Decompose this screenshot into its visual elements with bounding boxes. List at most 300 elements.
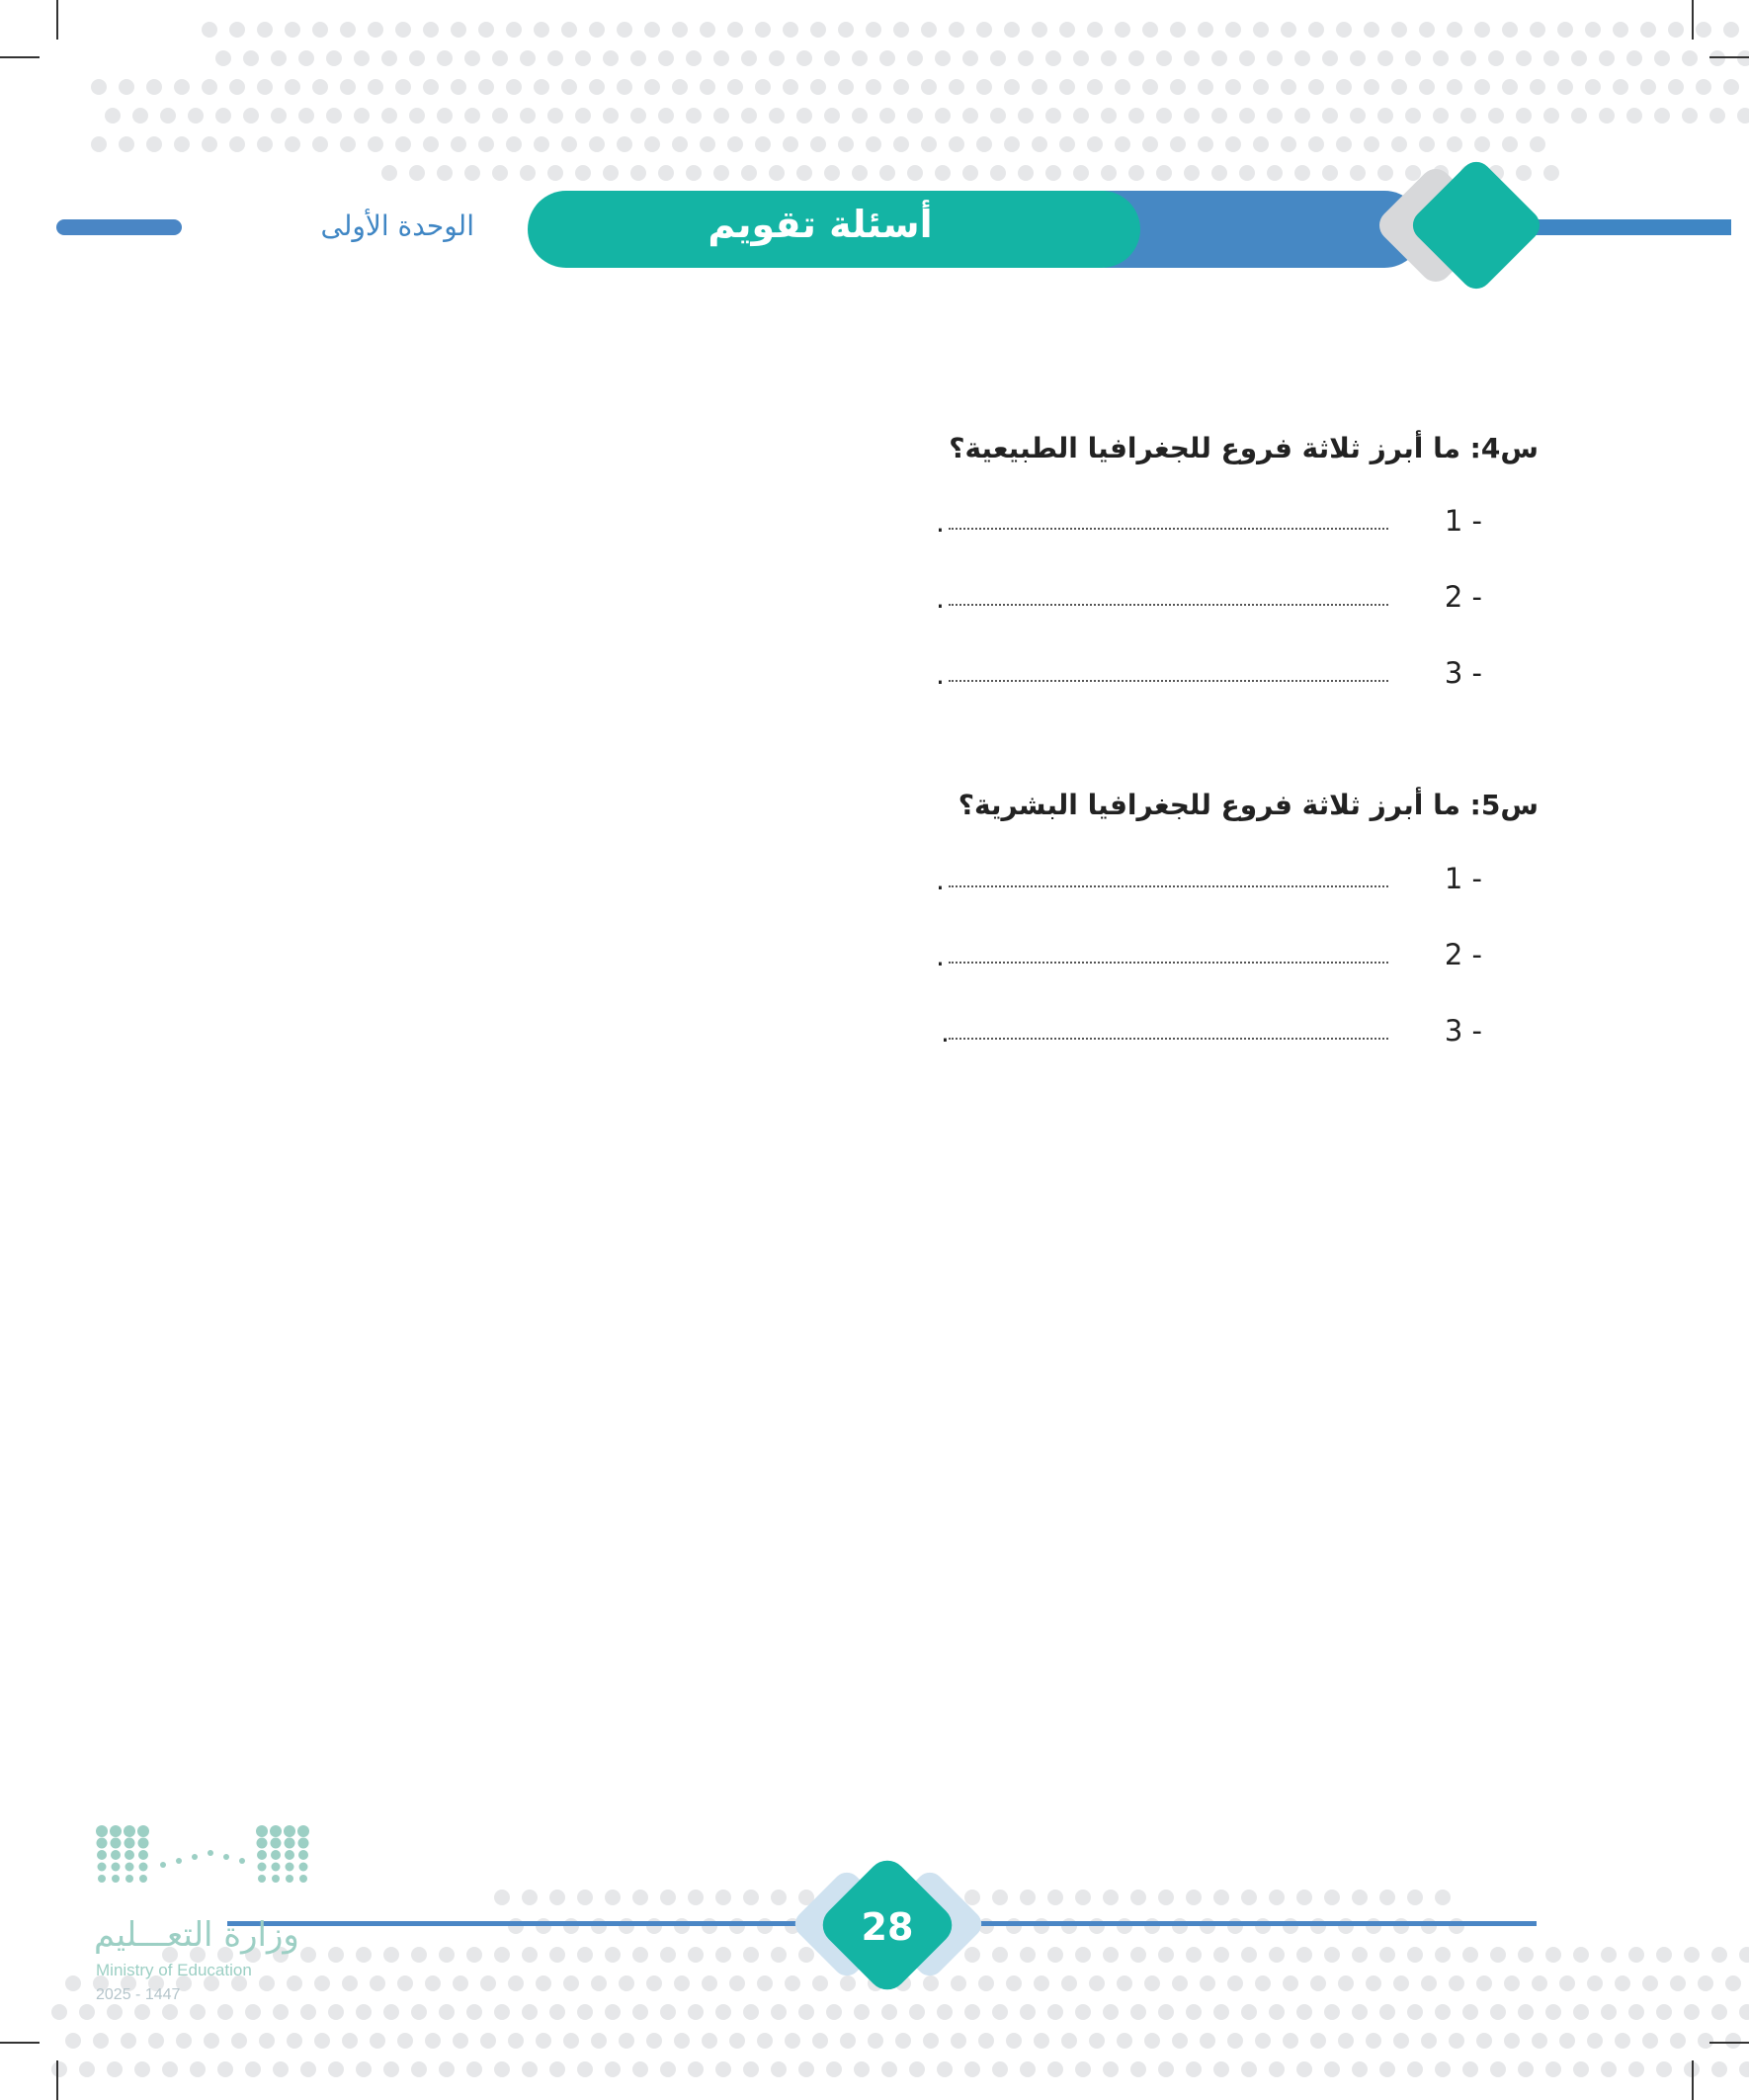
decor-dot bbox=[1004, 79, 1020, 95]
answer-line-q4-3[interactable] bbox=[929, 656, 1482, 696]
decor-dot bbox=[439, 2004, 455, 2020]
decor-dot bbox=[1020, 2061, 1036, 2077]
decor-dot bbox=[1711, 2061, 1727, 2077]
decor-dot bbox=[810, 136, 826, 152]
answer-line-q4-2[interactable] bbox=[929, 580, 1482, 620]
decor-dot bbox=[1737, 50, 1749, 66]
decor-dot bbox=[783, 136, 798, 152]
crop-mark bbox=[1709, 56, 1749, 58]
decor-dot bbox=[1198, 79, 1213, 95]
decor-dot bbox=[1186, 1947, 1202, 1963]
answer-line-q5-3[interactable] bbox=[929, 1014, 1482, 1053]
decor-dot bbox=[480, 2033, 496, 2049]
decor-dot bbox=[563, 2033, 579, 2049]
decor-dot bbox=[1172, 2033, 1188, 2049]
decor-dot bbox=[1103, 1890, 1119, 1905]
logo-dot bbox=[284, 1825, 295, 1837]
decor-dot bbox=[1599, 108, 1615, 124]
decor-dot bbox=[1670, 2033, 1686, 2049]
decor-dot bbox=[1032, 136, 1047, 152]
decor-dot bbox=[1668, 22, 1684, 38]
decor-dot bbox=[1156, 108, 1172, 124]
decor-dot bbox=[1283, 1975, 1298, 1991]
crop-mark bbox=[56, 2060, 58, 2100]
decor-dot bbox=[715, 2061, 731, 2077]
decor-dot bbox=[1338, 1975, 1354, 1991]
decor-dot bbox=[1294, 108, 1310, 124]
decor-dot bbox=[423, 79, 439, 95]
decor-dot bbox=[1557, 79, 1573, 95]
decor-dot bbox=[1668, 79, 1684, 95]
decor-dot bbox=[713, 50, 729, 66]
decor-dot bbox=[1350, 165, 1366, 181]
decor-dot bbox=[812, 2033, 828, 2049]
decor-dot bbox=[1213, 2061, 1229, 2077]
decor-dot bbox=[866, 22, 881, 38]
decor-dot bbox=[893, 136, 909, 152]
decor-dot bbox=[1047, 2004, 1063, 2020]
decor-dot bbox=[1419, 79, 1435, 95]
answer-period: . bbox=[936, 864, 945, 896]
decor-dot bbox=[561, 136, 577, 152]
decor-dot bbox=[478, 79, 494, 95]
decor-dot bbox=[381, 108, 397, 124]
decor-dot bbox=[91, 136, 107, 152]
decor-dot bbox=[1419, 136, 1435, 152]
decor-dot bbox=[658, 165, 674, 181]
decor-dot bbox=[1198, 22, 1213, 38]
decor-dot bbox=[356, 1947, 372, 1963]
decor-dot bbox=[575, 165, 591, 181]
answer-line-q4-1[interactable] bbox=[929, 504, 1482, 544]
decor-dot bbox=[1142, 79, 1158, 95]
decor-dot bbox=[1004, 22, 1020, 38]
decor-dot bbox=[466, 1947, 482, 1963]
decor-dot bbox=[326, 108, 342, 124]
decor-dot bbox=[1336, 79, 1352, 95]
decor-dot bbox=[480, 1975, 496, 1991]
answer-number: 1 - bbox=[1444, 504, 1482, 538]
decor-dot bbox=[425, 2033, 441, 2049]
decor-dot bbox=[1103, 2061, 1119, 2077]
decor-dot bbox=[688, 1947, 704, 1963]
question-5: س5: ما أبرز ثلاثة فروع للجغرافيا البشرية؟ bbox=[958, 789, 1539, 821]
logo-dot bbox=[258, 1863, 267, 1872]
decor-dot bbox=[1296, 2061, 1312, 2077]
logo-dot bbox=[192, 1854, 198, 1860]
decor-dot bbox=[1407, 2061, 1423, 2077]
decor-dot bbox=[1474, 136, 1490, 152]
decor-dot bbox=[1225, 79, 1241, 95]
decor-dot bbox=[340, 22, 356, 38]
decor-dot bbox=[838, 136, 854, 152]
decor-dot bbox=[632, 2004, 648, 2020]
decor-dot bbox=[1462, 2004, 1478, 2020]
decor-dot bbox=[978, 2033, 994, 2049]
decor-dot bbox=[1241, 1890, 1257, 1905]
logo-dot bbox=[298, 1838, 309, 1849]
logo-dot bbox=[271, 1838, 282, 1849]
decor-dot bbox=[840, 1975, 856, 1991]
decor-dot bbox=[1047, 2061, 1063, 2077]
decor-dot bbox=[702, 1975, 717, 1991]
decor-dot bbox=[312, 22, 328, 38]
decor-dot bbox=[935, 50, 951, 66]
decor-dot bbox=[162, 2004, 178, 2020]
decor-dot bbox=[1267, 108, 1283, 124]
answer-number: 1 - bbox=[1444, 862, 1482, 895]
decor-dot bbox=[287, 1975, 302, 1991]
decor-dot bbox=[1172, 1975, 1188, 1991]
decor-dot bbox=[271, 108, 287, 124]
decor-dot bbox=[342, 2033, 358, 2049]
decor-dot bbox=[1656, 1947, 1672, 1963]
answer-period: . bbox=[936, 582, 945, 615]
decor-dot bbox=[146, 79, 162, 95]
decor-dot bbox=[1350, 50, 1366, 66]
decor-dot bbox=[1170, 136, 1186, 152]
decor-dot bbox=[1518, 2004, 1534, 2020]
logo-dot bbox=[137, 1825, 149, 1837]
logo-dot bbox=[176, 1858, 182, 1864]
decor-dot bbox=[1117, 2033, 1132, 2049]
decor-dot bbox=[273, 2004, 289, 2020]
decor-dot bbox=[660, 2061, 676, 2077]
logo-dot bbox=[208, 1850, 213, 1856]
decor-dot bbox=[1532, 2033, 1547, 2049]
decor-dot bbox=[1585, 79, 1601, 95]
decor-dot bbox=[257, 22, 273, 38]
decor-dot bbox=[119, 136, 134, 152]
answer-number: 2 - bbox=[1444, 938, 1482, 971]
decor-dot bbox=[451, 22, 466, 38]
decor-dot bbox=[1696, 22, 1711, 38]
decor-dot bbox=[617, 136, 632, 152]
answer-period: . bbox=[936, 506, 945, 539]
decor-dot bbox=[245, 2004, 261, 2020]
decor-dot bbox=[395, 136, 411, 152]
decor-dot bbox=[340, 136, 356, 152]
page-number: 28 bbox=[861, 1905, 914, 1949]
decor-dot bbox=[451, 136, 466, 152]
decor-dot bbox=[921, 136, 937, 152]
decor-dot bbox=[1601, 2004, 1617, 2020]
decor-dot bbox=[1255, 1975, 1271, 1991]
decor-dot bbox=[702, 2033, 717, 2049]
decor-dot bbox=[1045, 108, 1061, 124]
decor-dot bbox=[1739, 1947, 1749, 1963]
decor-dot bbox=[729, 1975, 745, 1991]
decor-dot bbox=[1530, 136, 1545, 152]
decor-dot bbox=[937, 2004, 953, 2020]
logo-dot bbox=[125, 1863, 134, 1872]
decor-dot bbox=[1324, 1947, 1340, 1963]
decor-dot bbox=[107, 2061, 123, 2077]
decor-dot bbox=[688, 2061, 704, 2077]
decor-dot bbox=[1296, 1947, 1312, 1963]
decor-dot bbox=[1573, 2004, 1589, 2020]
decor-dot bbox=[686, 165, 702, 181]
logo-dot bbox=[256, 1825, 268, 1837]
decor-dot bbox=[215, 108, 231, 124]
decor-dot bbox=[298, 108, 314, 124]
decor-dot bbox=[852, 108, 868, 124]
decor-dot bbox=[259, 1975, 275, 1991]
decor-dot bbox=[1739, 2004, 1749, 2020]
decor-dot bbox=[370, 2033, 385, 2049]
decor-dot bbox=[674, 2033, 690, 2049]
decor-dot bbox=[464, 50, 480, 66]
decor-dot bbox=[591, 2033, 607, 2049]
decor-dot bbox=[356, 2061, 372, 2077]
decor-dot bbox=[866, 79, 881, 95]
decor-dot bbox=[1281, 79, 1296, 95]
logo-dot bbox=[258, 1875, 266, 1883]
decor-dot bbox=[854, 2004, 870, 2020]
decor-dot bbox=[854, 2061, 870, 2077]
decor-dot bbox=[409, 165, 425, 181]
decor-dot bbox=[743, 1947, 759, 1963]
decor-dot bbox=[1682, 108, 1698, 124]
decor-dot bbox=[536, 1975, 551, 1991]
decor-dot bbox=[951, 1975, 966, 1991]
decor-dot bbox=[757, 1975, 773, 1991]
decor-dot bbox=[257, 136, 273, 152]
decor-dot bbox=[755, 22, 771, 38]
decor-dot bbox=[1283, 2033, 1298, 2049]
decor-dot bbox=[1075, 2004, 1091, 2020]
logo-dot bbox=[97, 1838, 108, 1849]
decor-dot bbox=[1184, 165, 1200, 181]
decor-dot bbox=[425, 1975, 441, 1991]
decor-dot bbox=[1530, 79, 1545, 95]
decor-dot bbox=[826, 2004, 842, 2020]
decor-dot bbox=[563, 1975, 579, 1991]
logo-dot bbox=[125, 1850, 134, 1860]
crop-mark bbox=[1692, 0, 1694, 40]
answer-line-q5-1[interactable] bbox=[929, 862, 1482, 901]
decor-dot bbox=[356, 2004, 372, 2020]
decor-dot bbox=[1421, 1975, 1437, 1991]
decor-dot bbox=[1379, 1890, 1395, 1905]
decor-dot bbox=[949, 136, 964, 152]
decor-dot bbox=[439, 2061, 455, 2077]
decor-dot bbox=[630, 108, 646, 124]
decor-dot bbox=[644, 79, 660, 95]
decor-dot bbox=[522, 1890, 538, 1905]
decor-dot bbox=[285, 136, 300, 152]
decor-dot bbox=[1739, 2061, 1749, 2077]
decor-dot bbox=[1684, 2004, 1700, 2020]
decor-dot bbox=[771, 2061, 787, 2077]
decor-dot bbox=[328, 1947, 344, 1963]
decor-dot bbox=[1656, 2004, 1672, 2020]
decor-dot bbox=[1433, 50, 1449, 66]
decor-dot bbox=[700, 22, 715, 38]
decor-dot bbox=[1128, 50, 1144, 66]
decor-dot bbox=[1476, 2033, 1492, 2049]
decor-dot bbox=[1488, 50, 1504, 66]
decor-dot bbox=[162, 2061, 178, 2077]
decor-dot bbox=[1296, 1890, 1312, 1905]
decor-dot bbox=[65, 1975, 81, 1991]
decor-dot bbox=[1377, 165, 1393, 181]
decor-dot bbox=[437, 50, 453, 66]
decor-dot bbox=[1156, 165, 1172, 181]
logo-dot bbox=[272, 1875, 280, 1883]
decor-dot bbox=[589, 22, 605, 38]
decor-dot bbox=[464, 108, 480, 124]
decor-dot bbox=[1725, 2033, 1741, 2049]
decor-dot bbox=[1103, 1947, 1119, 1963]
decor-dot bbox=[1324, 2061, 1340, 2077]
decor-dot bbox=[492, 108, 508, 124]
decor-dot bbox=[1613, 22, 1628, 38]
decor-dot bbox=[630, 50, 646, 66]
decor-dot bbox=[1310, 2033, 1326, 2049]
decor-dot bbox=[190, 2061, 206, 2077]
decor-dot bbox=[1211, 50, 1227, 66]
logo-dot bbox=[239, 1858, 245, 1864]
decor-dot bbox=[1587, 1975, 1603, 1991]
decor-dot bbox=[1696, 79, 1711, 95]
decor-dot bbox=[383, 2004, 399, 2020]
decor-dot bbox=[1449, 2033, 1464, 2049]
decor-dot bbox=[287, 2033, 302, 2049]
decor-dot bbox=[658, 108, 674, 124]
decor-dot bbox=[909, 2061, 925, 2077]
decor-dot bbox=[921, 22, 937, 38]
decor-dot bbox=[340, 79, 356, 95]
decor-dot bbox=[1073, 50, 1089, 66]
dotted-answer-line bbox=[949, 680, 1388, 682]
decor-dot bbox=[796, 50, 812, 66]
decor-dot bbox=[547, 165, 563, 181]
decor-dot bbox=[312, 136, 328, 152]
decor-dot bbox=[686, 50, 702, 66]
decor-dot bbox=[1198, 136, 1213, 152]
decor-dot bbox=[632, 1947, 648, 1963]
decor-dot bbox=[1642, 2033, 1658, 2049]
decor-dot bbox=[298, 50, 314, 66]
decor-dot bbox=[1502, 136, 1518, 152]
decor-dot bbox=[646, 2033, 662, 2049]
decor-dot bbox=[769, 50, 785, 66]
decor-dot bbox=[508, 1975, 524, 1991]
decor-dot bbox=[605, 2061, 621, 2077]
decor-dot bbox=[589, 136, 605, 152]
decor-dot bbox=[1626, 50, 1642, 66]
decor-dot bbox=[992, 1890, 1008, 1905]
ministry-logo-arabic: وزارة التعـــليم bbox=[94, 1915, 299, 1955]
decor-dot bbox=[1613, 79, 1628, 95]
decor-dot bbox=[522, 1947, 538, 1963]
decor-dot bbox=[1253, 22, 1269, 38]
decor-dot bbox=[51, 2004, 67, 2020]
decor-dot bbox=[492, 165, 508, 181]
decor-dot bbox=[1213, 1947, 1229, 1963]
logo-dot bbox=[286, 1863, 294, 1872]
decor-dot bbox=[1241, 1947, 1257, 1963]
decor-dot bbox=[713, 165, 729, 181]
decor-dot bbox=[1352, 1947, 1368, 1963]
decor-dot bbox=[785, 2033, 800, 2049]
decor-dot bbox=[1447, 136, 1462, 152]
decor-dot bbox=[132, 108, 148, 124]
logo-dot bbox=[112, 1863, 121, 1872]
decor-dot bbox=[1061, 2033, 1077, 2049]
decor-dot bbox=[204, 2033, 219, 2049]
decor-dot bbox=[1366, 1975, 1381, 1991]
decor-dot bbox=[1308, 79, 1324, 95]
decor-dot bbox=[1087, 79, 1103, 95]
decor-dot bbox=[619, 1975, 634, 1991]
decor-dot bbox=[1407, 1947, 1423, 1963]
decor-dot bbox=[577, 1890, 593, 1905]
logo-dot bbox=[299, 1875, 307, 1883]
decor-dot bbox=[1654, 50, 1670, 66]
decor-dot bbox=[1352, 2061, 1368, 2077]
decor-dot bbox=[672, 79, 688, 95]
decor-dot bbox=[1087, 22, 1103, 38]
decor-dot bbox=[1073, 108, 1089, 124]
decor-dot bbox=[1488, 108, 1504, 124]
decor-dot bbox=[464, 165, 480, 181]
decor-dot bbox=[1530, 22, 1545, 38]
decor-dot bbox=[672, 136, 688, 152]
decor-dot bbox=[1018, 108, 1034, 124]
decor-dot bbox=[1725, 1975, 1741, 1991]
decor-dot bbox=[522, 2061, 538, 2077]
decor-dot bbox=[160, 108, 176, 124]
decor-dot bbox=[1711, 1947, 1727, 1963]
decor-dot bbox=[935, 165, 951, 181]
answer-line-q5-2[interactable] bbox=[929, 938, 1482, 977]
decor-dot bbox=[1336, 22, 1352, 38]
decor-dot bbox=[949, 79, 964, 95]
decor-dot bbox=[423, 136, 439, 152]
decor-dot bbox=[534, 79, 549, 95]
decor-dot bbox=[1241, 2061, 1257, 2077]
logo-dot bbox=[110, 1825, 122, 1837]
decor-dot bbox=[909, 2004, 925, 2020]
decor-dot bbox=[1018, 50, 1034, 66]
decor-dot bbox=[285, 22, 300, 38]
decor-dot bbox=[1462, 2061, 1478, 2077]
decor-dot bbox=[575, 50, 591, 66]
decor-dot bbox=[1047, 1947, 1063, 1963]
decor-dot bbox=[1407, 2004, 1423, 2020]
decor-dot bbox=[1281, 136, 1296, 152]
decor-dot bbox=[1628, 2061, 1644, 2077]
decor-dot bbox=[658, 50, 674, 66]
decor-dot bbox=[1073, 165, 1089, 181]
decor-dot bbox=[907, 50, 923, 66]
decor-dot bbox=[202, 79, 217, 95]
decor-dot bbox=[1227, 1975, 1243, 1991]
decor-dot bbox=[729, 2033, 745, 2049]
decor-dot bbox=[121, 2033, 136, 2049]
decor-dot bbox=[536, 2033, 551, 2049]
decor-dot bbox=[245, 2061, 261, 2077]
decor-dot bbox=[1557, 22, 1573, 38]
decor-dot bbox=[603, 50, 619, 66]
decor-dot bbox=[1186, 2004, 1202, 2020]
decor-dot bbox=[492, 50, 508, 66]
decor-dot bbox=[838, 79, 854, 95]
decor-dot bbox=[547, 108, 563, 124]
decor-dot bbox=[1587, 2033, 1603, 2049]
